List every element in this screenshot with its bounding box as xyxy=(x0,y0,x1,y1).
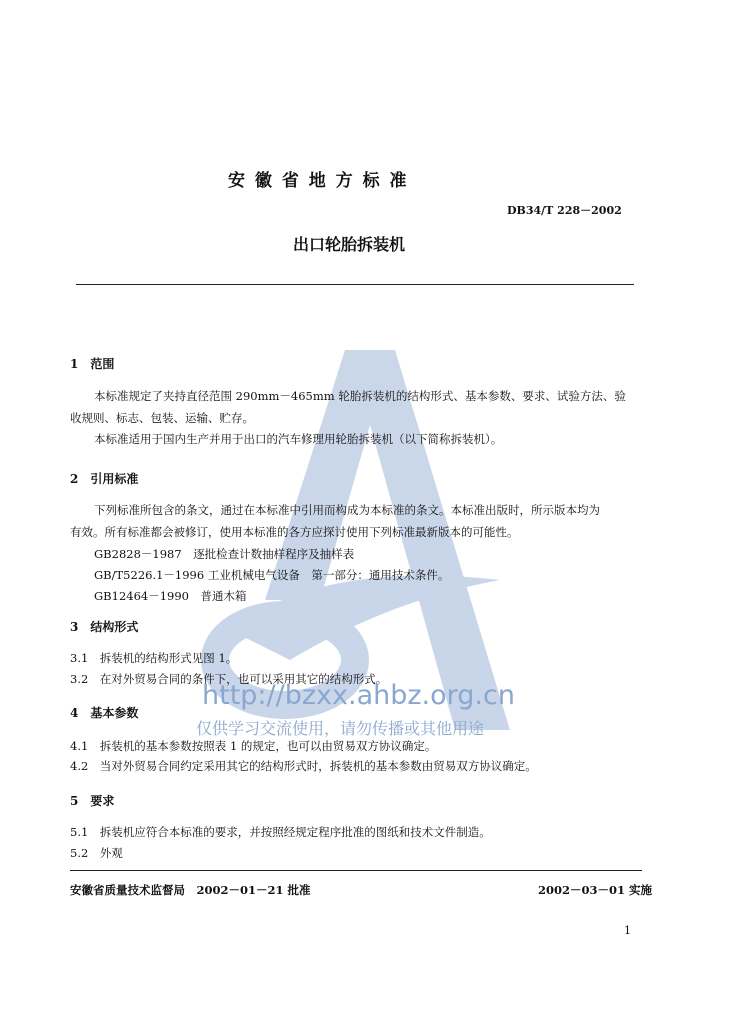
watermark-url: http://bzxx.ahbz.org.cn xyxy=(202,680,515,711)
clause-5-1: 5.1 拆装机应符合本标准的要求，并按照经规定程序批准的图纸和技术文件制造。 xyxy=(70,825,491,839)
reference-item: GB12464－1990 普通木箱 xyxy=(94,589,247,603)
page-number: 1 xyxy=(624,924,631,937)
footer-rule xyxy=(70,870,642,871)
clause-3-1: 3.1 拆装机的结构形式见图 1。 xyxy=(70,651,238,665)
clause-3-2: 3.2 在对外贸易合同的条件下，也可以采用其它的结构形式。 xyxy=(70,672,388,686)
watermark-notice: 仅供学习交流使用，请勿传播或其他用途 xyxy=(196,719,485,738)
org-title: 安 徽 省 地 方 标 准 xyxy=(228,171,409,191)
doc-title: 出口轮胎拆装机 xyxy=(293,235,406,254)
reference-item: GB/T5226.1－1996 工业机械电气设备 第一部分：通用技术条件。 xyxy=(94,568,450,582)
clause-5-2: 5.2 外观 xyxy=(70,846,123,860)
section-2-heading: 2 引用标准 xyxy=(70,472,139,486)
section-2-paragraph-cont: 有效。所有标准都会被修订，使用本标准的各方应探讨使用下列标准最新版本的可能性。 xyxy=(70,525,519,539)
reference-item: GB2828－1987 逐批检查计数抽样程序及抽样表 xyxy=(94,547,355,561)
section-1-paragraph: 本标准规定了夹持直径范围 290mm－465mm 轮胎拆装机的结构形式、基本参数、要求、试验方法、验 xyxy=(94,389,626,403)
clause-4-1: 4.1 拆装机的基本参数按照表 1 的规定，也可以由贸易双方协议确定。 xyxy=(70,739,437,753)
effective-date: 2002－03－01 实施 xyxy=(538,883,653,897)
section-1-paragraph-2: 本标准适用于国内生产并用于出口的汽车修理用轮胎拆装机（以下简称拆装机）。 xyxy=(94,432,503,446)
section-1-paragraph-cont: 收规则、标志、包装、运输、贮存。 xyxy=(70,411,254,425)
header-rule xyxy=(76,284,634,285)
doc-code: DB34/T 228－2002 xyxy=(507,204,622,217)
issuer-approval: 安徽省质量技术监督局 2002－01－21 批准 xyxy=(70,883,311,897)
section-4-heading: 4 基本参数 xyxy=(70,706,139,720)
section-3-heading: 3 结构形式 xyxy=(70,620,139,634)
section-2-paragraph: 下列标准所包含的条文，通过在本标准中引用而构成为本标准的条文。本标准出版时，所示版本均为 xyxy=(94,503,600,517)
section-5-heading: 5 要求 xyxy=(70,794,115,808)
clause-4-2: 4.2 当对外贸易合同约定采用其它的结构形式时，拆装机的基本参数由贸易双方协议确定。 xyxy=(70,759,537,773)
section-1-heading: 1 范围 xyxy=(70,357,115,371)
